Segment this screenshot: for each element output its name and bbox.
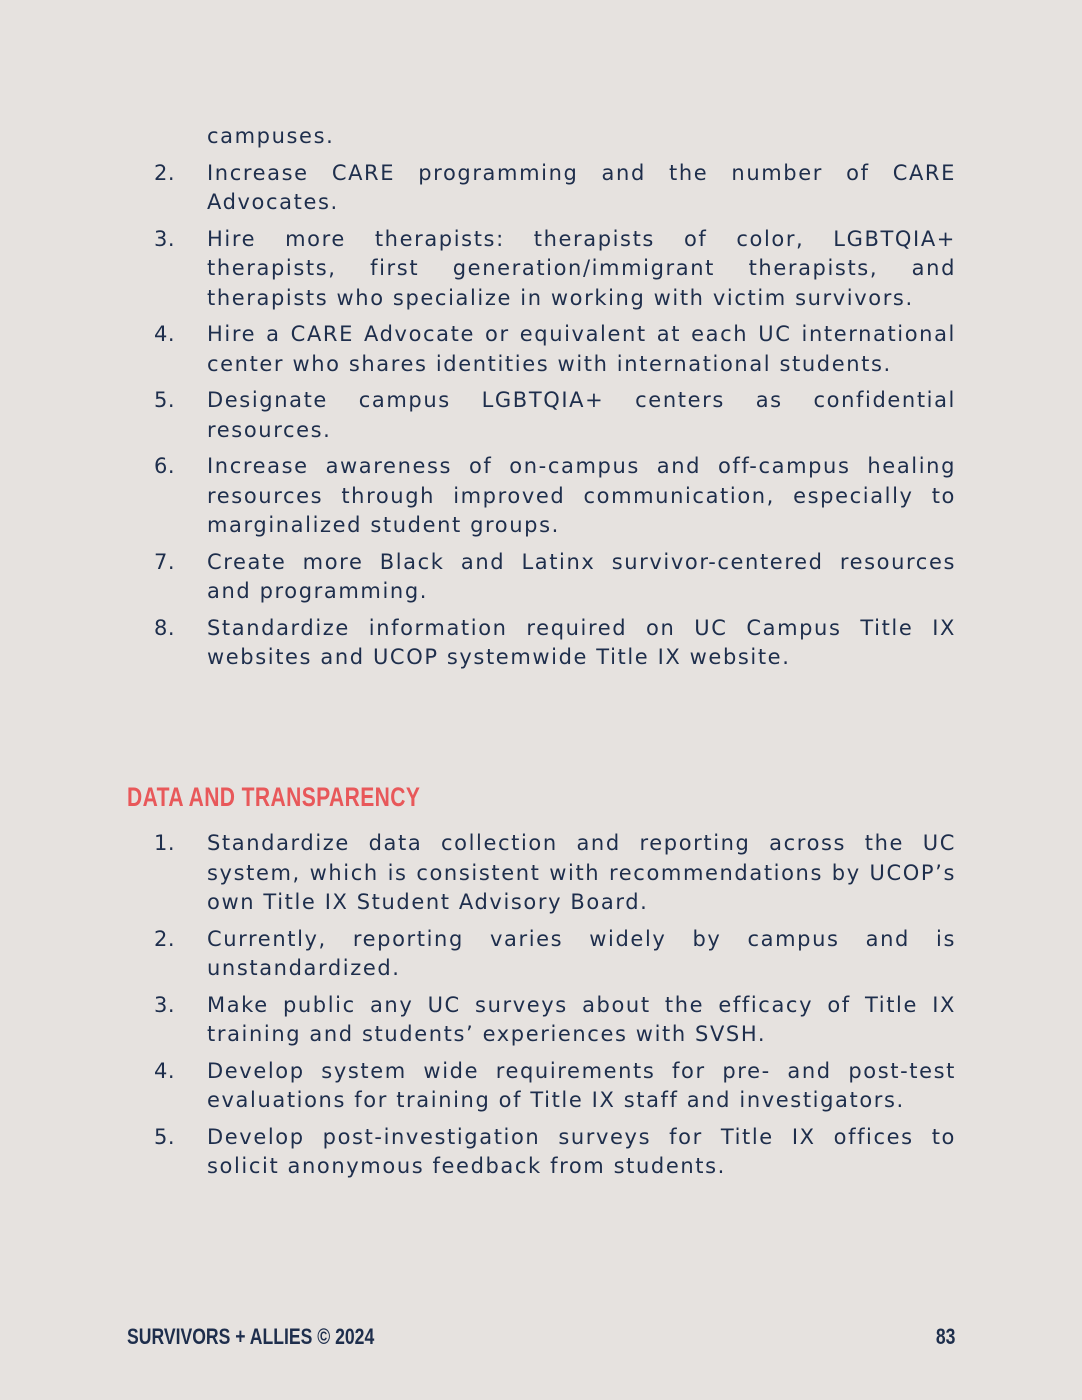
list-item — [154, 925, 956, 984]
list-item-text: Increase awareness of on-campus and off-campus healing resources through improved communication, especially to marginalized student groups. — [207, 454, 956, 537]
list-item-number: 1. — [154, 831, 176, 855]
list-item-number: 2. — [154, 160, 176, 185]
list-item-number: 8. — [154, 615, 176, 640]
list-item-text: Standardize data collection and reporting across the UC system, which is consistent with recommendations by UCOP’s own Title IX Student Advisory Board. — [207, 831, 956, 914]
list-item — [154, 1123, 956, 1182]
list-item — [154, 829, 956, 918]
list-item-text: Hire more therapists: therapists of color, LGBTQIA+ therapists, first generation/immigrant therapists, and therapists who specialize in working with victim survivors. — [207, 226, 956, 310]
list-item-text: Create more Black and Latinx survivor-centered resources and programming. — [207, 549, 956, 603]
page-number: 83 — [935, 1324, 955, 1349]
list-item-number: 2. — [154, 926, 176, 951]
list-item-text: Make public any UC surveys about the efficacy of Title IX training and students’ experiences with SVSH. — [207, 992, 956, 1046]
list-item-number: 5. — [154, 1124, 176, 1149]
footer-copyright: SURVIVORS + ALLIES © 2024 — [127, 1324, 375, 1349]
recommendations-list-data-transparency — [154, 829, 956, 1189]
list-item-text: campuses. — [207, 124, 335, 148]
list-item — [154, 991, 956, 1050]
list-item — [154, 159, 956, 218]
list-item — [154, 225, 956, 314]
list-item-text: Currently, reporting varies widely by campus and is unstandardized. — [207, 926, 956, 980]
list-item-number: 4. — [154, 1058, 176, 1083]
list-item-text: Develop system wide requirements for pre- and post-test evaluations for training of Title IX staff and investigators. — [207, 1058, 956, 1112]
list-item — [154, 1057, 956, 1116]
recommendations-list-healing — [154, 122, 956, 680]
list-item — [154, 614, 956, 673]
list-item-text: Designate campus LGBTQIA+ centers as confidential resources. — [207, 388, 956, 442]
list-item-number: 6. — [154, 454, 176, 478]
list-item-number: 5. — [154, 388, 176, 412]
list-item-text: Hire a CARE Advocate or equivalent at each UC international center who shares identities with international students. — [207, 322, 956, 376]
list-item-text: Develop post-investigation surveys for Title IX offices to solicit anonymous feedback from students. — [207, 1124, 956, 1178]
list-item-number: 7. — [154, 549, 176, 574]
list-item — [154, 548, 956, 607]
list-item-text: Standardize information required on UC Campus Title IX websites and UCOP systemwide Title IX website. — [207, 615, 956, 669]
list-item-number: 3. — [154, 226, 176, 251]
list-item — [154, 320, 956, 379]
list-item — [154, 452, 956, 541]
list-item — [154, 386, 956, 445]
list-item-continuation — [154, 122, 956, 152]
list-item-number: 3. — [154, 992, 176, 1017]
list-item-text: Increase CARE programming and the number of CARE Advocates. — [207, 160, 956, 214]
list-item-number: 4. — [154, 322, 176, 346]
section-heading: DATA AND TRANSPARENCY — [127, 782, 421, 812]
